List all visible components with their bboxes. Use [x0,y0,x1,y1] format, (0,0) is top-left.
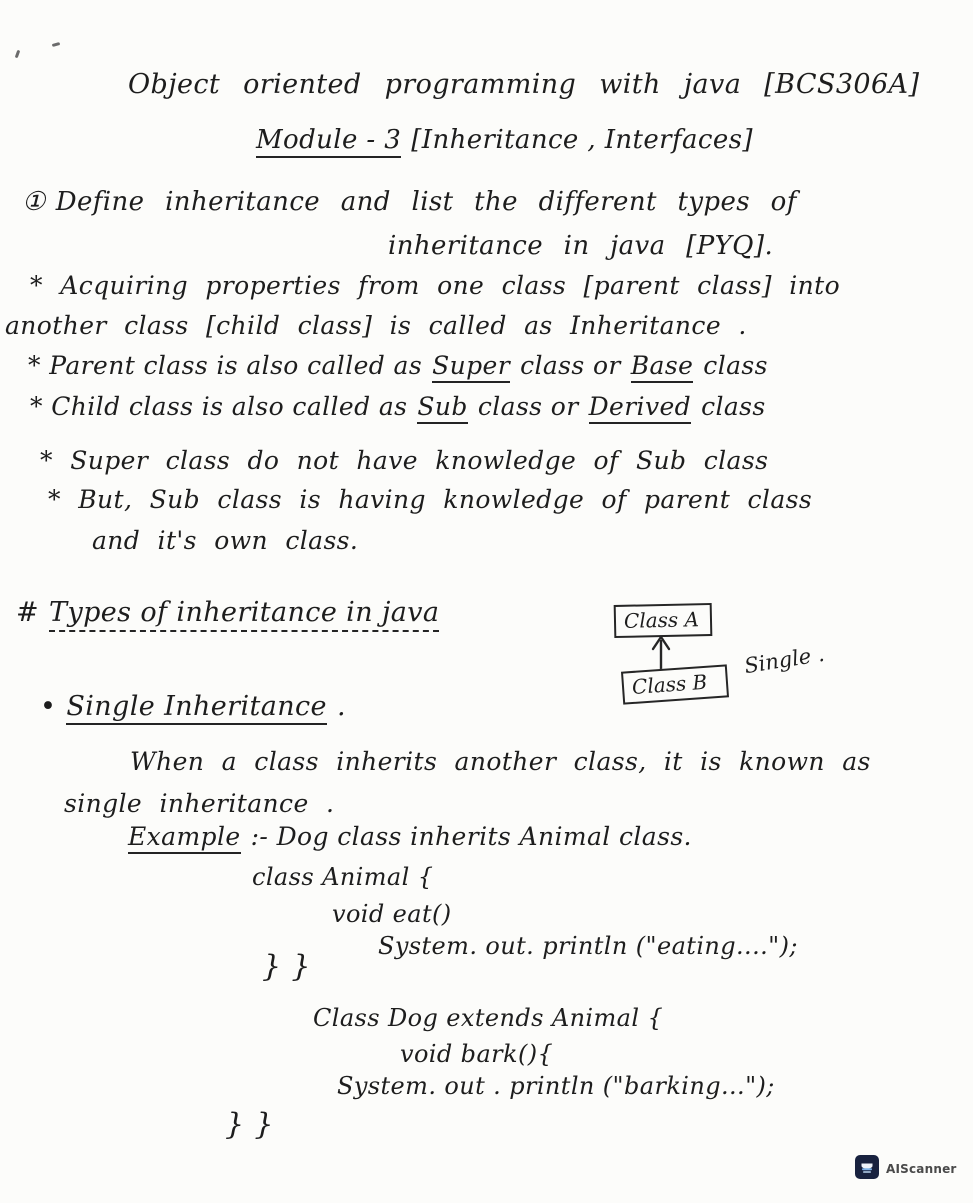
types-heading-text: Types of inheritance in java [49,598,439,632]
heading-period: . [336,691,346,722]
example-label: Example [128,823,241,854]
parent-point-pre: * Parent class is also called as [28,351,423,380]
scanner-watermark [855,1155,957,1183]
code-dog-line-1: Class Dog extends Animal { [313,1004,664,1032]
example-text: :- Dog class inherits Animal class. [250,822,692,851]
child-class-point [30,393,766,424]
stray-mark [15,50,21,59]
code-animal-line-1: class Animal { [252,863,434,891]
scanner-watermark-label: AIScanner [886,1162,957,1176]
stray-mark [52,42,61,47]
single-inheritance-heading [40,692,346,725]
question-1-line-1 [22,188,797,217]
single-body-line-1: When a class inherits another class, it is known as [130,747,871,776]
parent-point-post: class [703,351,768,380]
code-animal-line-3: System. out. println ("eating...."); [378,932,798,960]
single-body-line-2: single inheritance . [64,789,335,818]
sub-knowledge-point-line-2: and it's own class. [92,526,359,555]
hash-mark: # [16,597,40,628]
module-topics: [Inheritance , Interfaces] [411,125,753,155]
diagram-class-a-box: Class A [614,603,713,638]
child-point-mid: class or [477,392,579,421]
code-dog-line-2: void bark(){ [400,1040,554,1068]
code-dog-closing-braces: } } [225,1107,274,1142]
sub-class-term: Sub [417,393,467,424]
parent-class-point [28,352,768,383]
child-point-post: class [701,392,766,421]
sub-knowledge-point-line-1: * But, Sub class is having knowledge of parent class [48,485,813,514]
diagram-class-b-box: Class B [621,664,729,704]
page-title: Object oriented programming with java [BCS306A] [128,69,920,100]
definition-line-1: * Acquiring properties from one class [parent class] into [30,271,841,300]
diagram-single-label: Single . [742,641,826,679]
question-1-text: Define inheritance and list the different types of [55,187,797,217]
base-class-term: Base [631,352,694,383]
types-heading [16,598,439,632]
module-label: Module - 3 [256,126,401,158]
super-knowledge-point: * Super class do not have knowledge of Sub class [40,446,769,475]
child-point-pre: * Child class is also called as [30,392,408,421]
super-class-term: Super [432,352,510,383]
parent-point-mid: class or [520,351,621,380]
bullet-dot: • [40,691,57,722]
code-dog-line-3: System. out . println ("barking..."); [337,1072,775,1100]
code-animal-line-2: void eat() [332,900,452,928]
scanner-app-icon [855,1155,879,1183]
question-1-line-2: inheritance in java [PYQ]. [388,231,774,261]
example-line [128,823,692,854]
code-animal-closing-braces: } } [262,949,311,984]
page-subtitle [256,126,753,158]
derived-class-term: Derived [589,393,692,424]
definition-line-2: another class [child class] is called as Inheritance . [5,311,747,340]
single-inheritance-heading-text: Single Inheritance [66,692,327,725]
question-number-circle: ① [22,187,46,217]
